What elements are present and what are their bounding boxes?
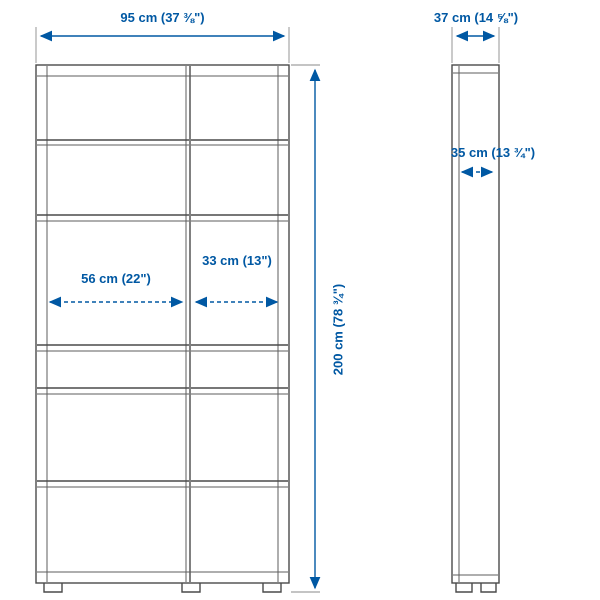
dimension-label-total-depth: 37 cm (14 ⅝") [433,10,519,25]
dimension-label-total-height: 200 cm (78 ¾") [330,283,346,376]
dimension-label-total-width: 95 cm (37 ⅜") [120,10,205,25]
dimension-label-left-section-width: 56 cm (22") [81,271,151,286]
dimension-label-inner-depth: 35 cm (13 ¾") [450,145,536,160]
dimension-label-right-section-width: 33 cm (13") [202,253,272,268]
